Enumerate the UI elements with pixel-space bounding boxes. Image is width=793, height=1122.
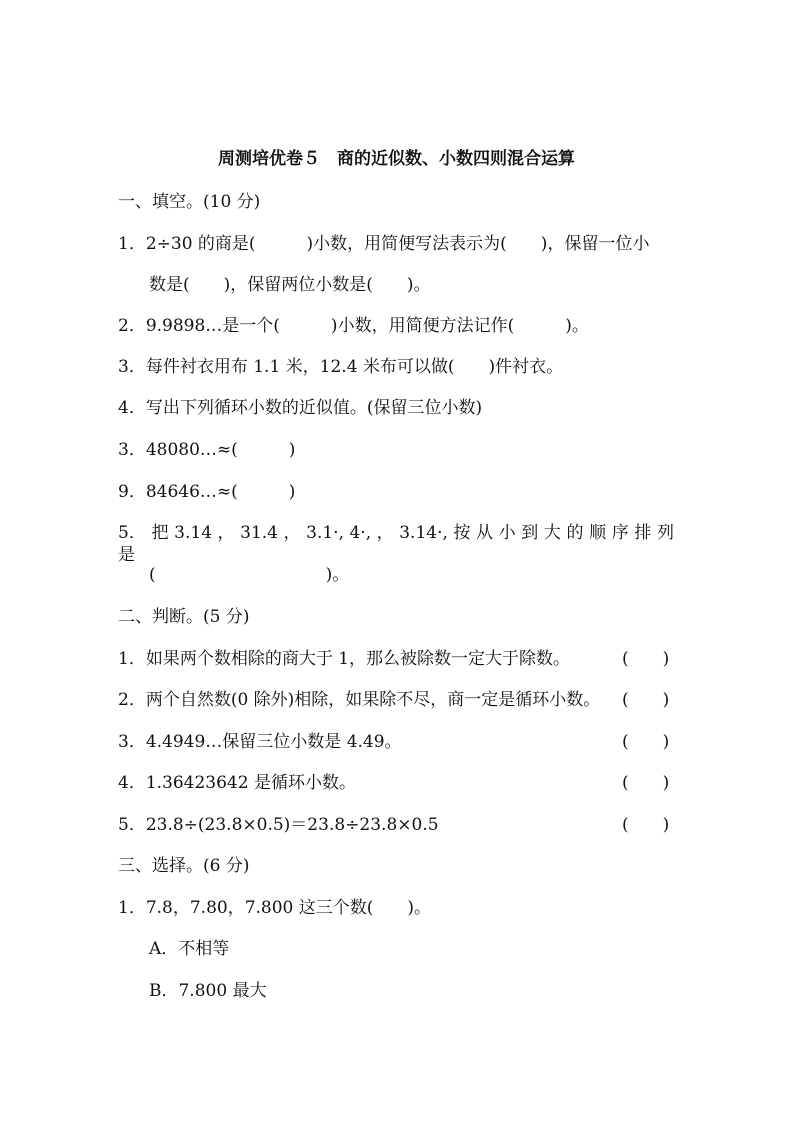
choice-question-1: 1．7.8，7.80，7.800 这三个数( )。 (118, 898, 432, 918)
question-5-line-2: ( )。 (149, 565, 350, 585)
judge-item-4-answer-box: ( ) (622, 773, 670, 793)
question-1-line-2: 数是( )，保留两位小数是( )。 (149, 275, 431, 295)
question-4a: 3．48080…≈( ) (118, 440, 296, 460)
judge-item-5-answer-box: ( ) (622, 815, 670, 835)
question-4b: 9．84646…≈( ) (118, 482, 296, 502)
section-heading-judge: 二、判断。(5 分) (118, 607, 250, 627)
judge-item-3-text: 3．4.4949…保留三位小数是 4.49。 (118, 732, 402, 752)
question-1-line-1: 1．2÷30 的商是( )小数，用简便写法表示为( )，保留一位小 (118, 234, 650, 254)
judge-item-5-text: 5．23.8÷(23.8×0.5)＝23.8÷23.8×0.5 (118, 815, 439, 835)
question-3: 3．每件衬衣用布 1.1 米，12.4 米布可以做( )件衬衣。 (118, 357, 564, 377)
choice-option-a: A．不相等 (149, 939, 230, 959)
page-title: 周测培优卷５ 商的近似数、小数四则混合运算 (218, 149, 575, 169)
question-5-line-1: 5． 把 3.14 ， 31.4 ， 3.1·, 4·, ， 3.14·, 按 从 小 到 大 的 顺 序 排 列 是 (118, 523, 674, 565)
judge-item-1-answer-box: ( ) (622, 649, 670, 669)
judge-item-2-answer-box: ( ) (622, 690, 670, 710)
question-4: 4．写出下列循环小数的近似值。(保留三位小数) (118, 398, 483, 418)
judge-item-4-text: 4．1.36423642 是循环小数。 (118, 773, 356, 793)
judge-item-1-text: 1．如果两个数相除的商大于 1，那么被除数一定大于除数。 (118, 649, 571, 669)
section-heading-fill-blank: 一、填空。(10 分) (118, 192, 261, 212)
section-heading-choice: 三、选择。(6 分) (118, 856, 250, 876)
judge-item-2-text: 2．两个自然数(0 除外)相除，如果除不尽，商一定是循环小数。 (118, 690, 601, 710)
question-2: 2．9.9898…是一个( )小数，用简便方法记作( )。 (118, 316, 589, 336)
choice-option-b: B．7.800 最大 (149, 981, 267, 1001)
judge-item-3-answer-box: ( ) (622, 732, 670, 752)
